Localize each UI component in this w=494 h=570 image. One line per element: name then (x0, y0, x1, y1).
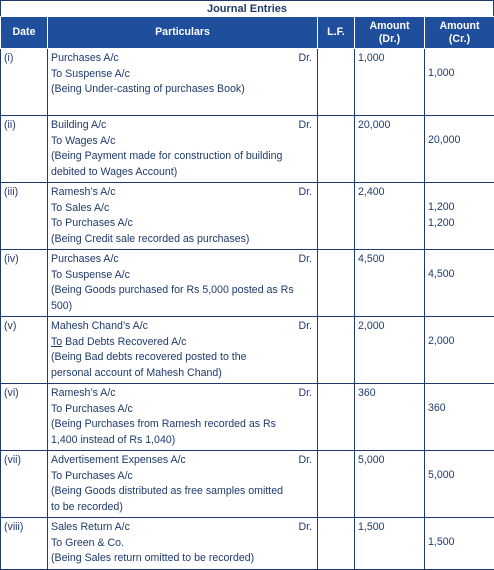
dr-value: 1,000 (358, 51, 421, 67)
cr-value: 1,200 (428, 216, 491, 232)
particular-line: Sales Return A/c (51, 521, 130, 533)
table-row (1, 451, 494, 518)
table-title: Journal Entries (0, 0, 494, 17)
narration-line: to be recorded) (51, 500, 314, 516)
dr-marker: Dr. (298, 319, 312, 335)
narration-line: (Being Under-casting of purchases Book) (51, 82, 314, 98)
entry-particulars (48, 49, 318, 116)
entry-particulars (48, 451, 318, 518)
entry-lf (318, 183, 355, 250)
entry-particulars (48, 317, 318, 384)
entry-dr-amount (355, 183, 425, 250)
cr-value: 4,500 (428, 252, 491, 283)
header-lf: L.F. (318, 17, 355, 49)
dr-marker: Dr. (298, 185, 312, 201)
narration-line: 1,400 instead of Rs 1,040) (51, 433, 314, 449)
journal-table (0, 16, 494, 570)
header-dr-amount (355, 17, 425, 49)
header-cr-amount (425, 17, 494, 49)
particular-line: Ramesh’s A/c (51, 186, 116, 198)
cr-value: 1,500 (428, 520, 491, 551)
entry-dr-amount (355, 250, 425, 317)
narration-line: (Being Payment made for construction of building (51, 149, 314, 165)
dr-value: 1,500 (358, 520, 421, 536)
dr-value: 360 (358, 386, 421, 402)
particular-line: Advertisement Expenses A/c (51, 454, 186, 466)
particular-line: To Purchases A/c (51, 469, 314, 485)
cr-value: 20,000 (428, 118, 491, 149)
header-date: Date (1, 17, 48, 49)
entry-dr-amount (355, 518, 425, 570)
table-row (1, 183, 494, 250)
entry-date: (vi) (1, 384, 48, 451)
particular-line: To Purchases A/c (51, 216, 314, 232)
entry-cr-amount (425, 317, 494, 384)
entry-date: (ii) (1, 116, 48, 183)
cr-value: 2,000 (428, 319, 491, 350)
dr-value: 2,000 (358, 319, 421, 335)
table-row (1, 317, 494, 384)
particular-line: To Purchases A/c (51, 402, 314, 418)
narration-line: (Being Credit sale recorded as purchases) (51, 232, 314, 248)
dr-value: 20,000 (358, 118, 421, 134)
entry-dr-amount (355, 451, 425, 518)
entry-dr-amount (355, 49, 425, 116)
narration-line: personal account of Mahesh Chand) (51, 366, 314, 382)
entry-cr-amount (425, 518, 494, 570)
particular-line: To Green & Co. (51, 536, 314, 552)
header-row (1, 17, 494, 49)
particular-line: To Wages A/c (51, 134, 314, 150)
entry-dr-amount (355, 116, 425, 183)
particular-line: Building A/c (51, 119, 106, 131)
entry-cr-amount (425, 116, 494, 183)
dr-marker: Dr. (298, 520, 312, 536)
dr-value: 4,500 (358, 252, 421, 268)
table-row (1, 116, 494, 183)
header-particulars: Particulars (48, 17, 318, 49)
entry-lf (318, 116, 355, 183)
dr-marker: Dr. (298, 51, 312, 67)
entry-date: (viii) (1, 518, 48, 570)
entry-lf (318, 250, 355, 317)
entry-particulars (48, 518, 318, 570)
entry-cr-amount (425, 451, 494, 518)
table-row (1, 250, 494, 317)
dr-marker: Dr. (298, 386, 312, 402)
dr-marker: Dr. (298, 453, 312, 469)
entry-date: (v) (1, 317, 48, 384)
to-prefix: To (51, 336, 62, 348)
entry-particulars (48, 116, 318, 183)
narration-line: (Being Goods purchased for Rs 5,000 posted as Rs (51, 283, 314, 299)
narration-line: 500) (51, 299, 314, 315)
entry-dr-amount (355, 384, 425, 451)
entry-lf (318, 451, 355, 518)
narration-line: (Being Goods distributed as free samples omitted (51, 484, 314, 500)
entry-cr-amount (425, 183, 494, 250)
particular-line: To Suspense A/c (51, 67, 314, 83)
table-row (1, 518, 494, 570)
particular-line: Purchases A/c (51, 253, 119, 265)
entry-date: (iv) (1, 250, 48, 317)
entry-dr-amount (355, 317, 425, 384)
particular-line: Mahesh Chand’s A/c (51, 320, 148, 332)
narration-line: (Being Purchases from Ramesh recorded as Rs (51, 417, 314, 433)
entry-cr-amount (425, 49, 494, 116)
particular-line: Bad Debts Recovered A/c (65, 336, 186, 348)
table-row (1, 384, 494, 451)
entry-date: (iii) (1, 183, 48, 250)
entry-lf (318, 49, 355, 116)
particular-line: Purchases A/c (51, 52, 119, 64)
entry-cr-amount (425, 384, 494, 451)
cr-value: 5,000 (428, 453, 491, 484)
header-dr-amount-line1: Amount (355, 20, 424, 33)
dr-value: 5,000 (358, 453, 421, 469)
table-row (1, 49, 494, 116)
entry-lf (318, 384, 355, 451)
entry-lf (318, 518, 355, 570)
dr-value: 2,400 (358, 185, 421, 201)
entry-particulars (48, 384, 318, 451)
cr-value: 1,200 (428, 185, 491, 216)
header-cr-amount-line2: (Cr.) (425, 33, 494, 46)
particular-line: To Sales A/c (51, 201, 314, 217)
entry-date: (vii) (1, 451, 48, 518)
dr-marker: Dr. (298, 118, 312, 134)
narration-line: (Being Sales return omitted to be recorded) (51, 551, 314, 567)
entry-particulars (48, 250, 318, 317)
cr-value: 1,000 (428, 51, 491, 82)
particular-line: To Suspense A/c (51, 268, 314, 284)
entry-date: (i) (1, 49, 48, 116)
dr-marker: Dr. (298, 252, 312, 268)
entry-particulars (48, 183, 318, 250)
narration-line: debited to Wages Account) (51, 165, 314, 181)
entry-cr-amount (425, 250, 494, 317)
header-cr-amount-line1: Amount (425, 20, 494, 33)
entry-lf (318, 317, 355, 384)
narration-line: (Being Bad debts recovered posted to the (51, 350, 314, 366)
cr-value: 360 (428, 386, 491, 417)
particular-line: Ramesh’s A/c (51, 387, 116, 399)
header-dr-amount-line2: (Dr.) (355, 33, 424, 46)
